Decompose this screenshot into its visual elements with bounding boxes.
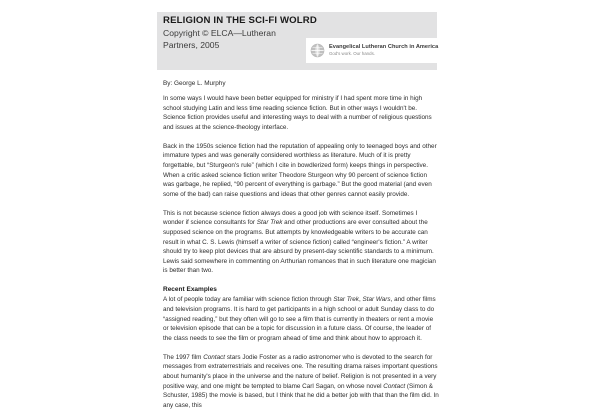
- paragraph-4-part-c: , and other films and television programs. It is hard to get participants in a high school or adult Sunday class to do “assigned reading,” but they often will go to see a film that is currently in theaters or rent a movie or television episode that can be a topic for discussion in a future class. Of course, the leader of the class needs to see the film or program ahead of time and think about how to approach it.: [163, 296, 436, 342]
- title-star-trek: Star Trek: [333, 296, 359, 304]
- body-column: [163, 94, 439, 410]
- paragraph-1: In some ways I would have been better equipped for ministry if I had spent more time in high school studying Latin and less time reading science fiction. But in other ways I wouldn't be. Science fiction provides useful and interesting ways to deal with a number of religious questions and issues at the science-theology interface.: [163, 95, 432, 131]
- paragraph-5-part-c: (Simon & Schuster, 1985) the movie is based, but I think that he did a better job with that than the film did. In any case, this: [163, 382, 439, 409]
- title-star-wars: Star Wars: [362, 296, 391, 304]
- paragraph-3: [163, 209, 439, 276]
- paragraph-5: [163, 353, 439, 410]
- logo-organization-name: Evangelical Lutheran Church in America: [329, 43, 439, 50]
- page-title: RELIGION IN THE SCI-FI WOLRD: [163, 15, 317, 26]
- logo-tagline: God's work. Our hands.: [329, 50, 375, 56]
- paragraph-4-part-a: A lot of people today are familiar with science fiction through: [163, 296, 334, 304]
- paragraph-3-part-b: and other productions are ever consulted about the supposed science on the programs. But attempts by knowledgeable writers to be accurate can result in what C. S. Lewis (himself a writer of science fiction) called “engineer's fiction.” A writer should try to keep plot devices that are absurd by present-day scientific standards to a minimum. Lewis said somewhere in commenting on Arthurian romances that in such literature one magician is better than two.: [163, 219, 436, 275]
- title-contact-novel: Contact: [383, 382, 406, 390]
- elca-logo-lockup: [306, 38, 437, 63]
- title-contact-film: Contact: [203, 353, 226, 361]
- author-byline: By: George L. Murphy: [163, 80, 226, 87]
- paragraph-5-part-b: stars Jodie Foster as a radio astronomer who is devoted to the search for messages from extraterrestrials and receives one. The resulting drama raises important questions about humanity's place in the universe and the nature of belief. Religion is not presented in a very positive way, and one might be tempted to blame Carl Sagan, on whose novel: [163, 353, 438, 390]
- section-heading-recent-examples: Recent Examples: [163, 286, 217, 294]
- paragraph-2: Back in the 1950s science fiction had the reputation of appealing only to teenaged boys and other immature types and was generally considered worthless as literature. Much of it is pretty forgettable, but “Sturgeon's rule” (which I cite in bowdlerized form) keeps things in perspective. When a critic asked science fiction writer Theodore Sturgeon why 90 percent of science fiction was garbage, he replied, “90 percent of everything is garbage.” But the good material (and even some of the bad) can raise questions and ideas that other genres cannot easily provide.: [163, 142, 437, 198]
- paragraph-5-part-a: The 1997 film: [163, 353, 204, 361]
- paragraph-4: [163, 295, 439, 343]
- title-star-trek: Star Trek: [256, 219, 283, 227]
- paragraph-4-part-b: ,: [358, 296, 363, 304]
- elca-globe-cross-icon: [310, 43, 325, 58]
- copyright-line: Copyright © ELCA—Lutheran Partners, 2005: [163, 28, 276, 50]
- paragraph-3-part-a: This is not because science fiction always does a good job with science itself. Sometimes I wonder if science consultants for: [163, 209, 418, 227]
